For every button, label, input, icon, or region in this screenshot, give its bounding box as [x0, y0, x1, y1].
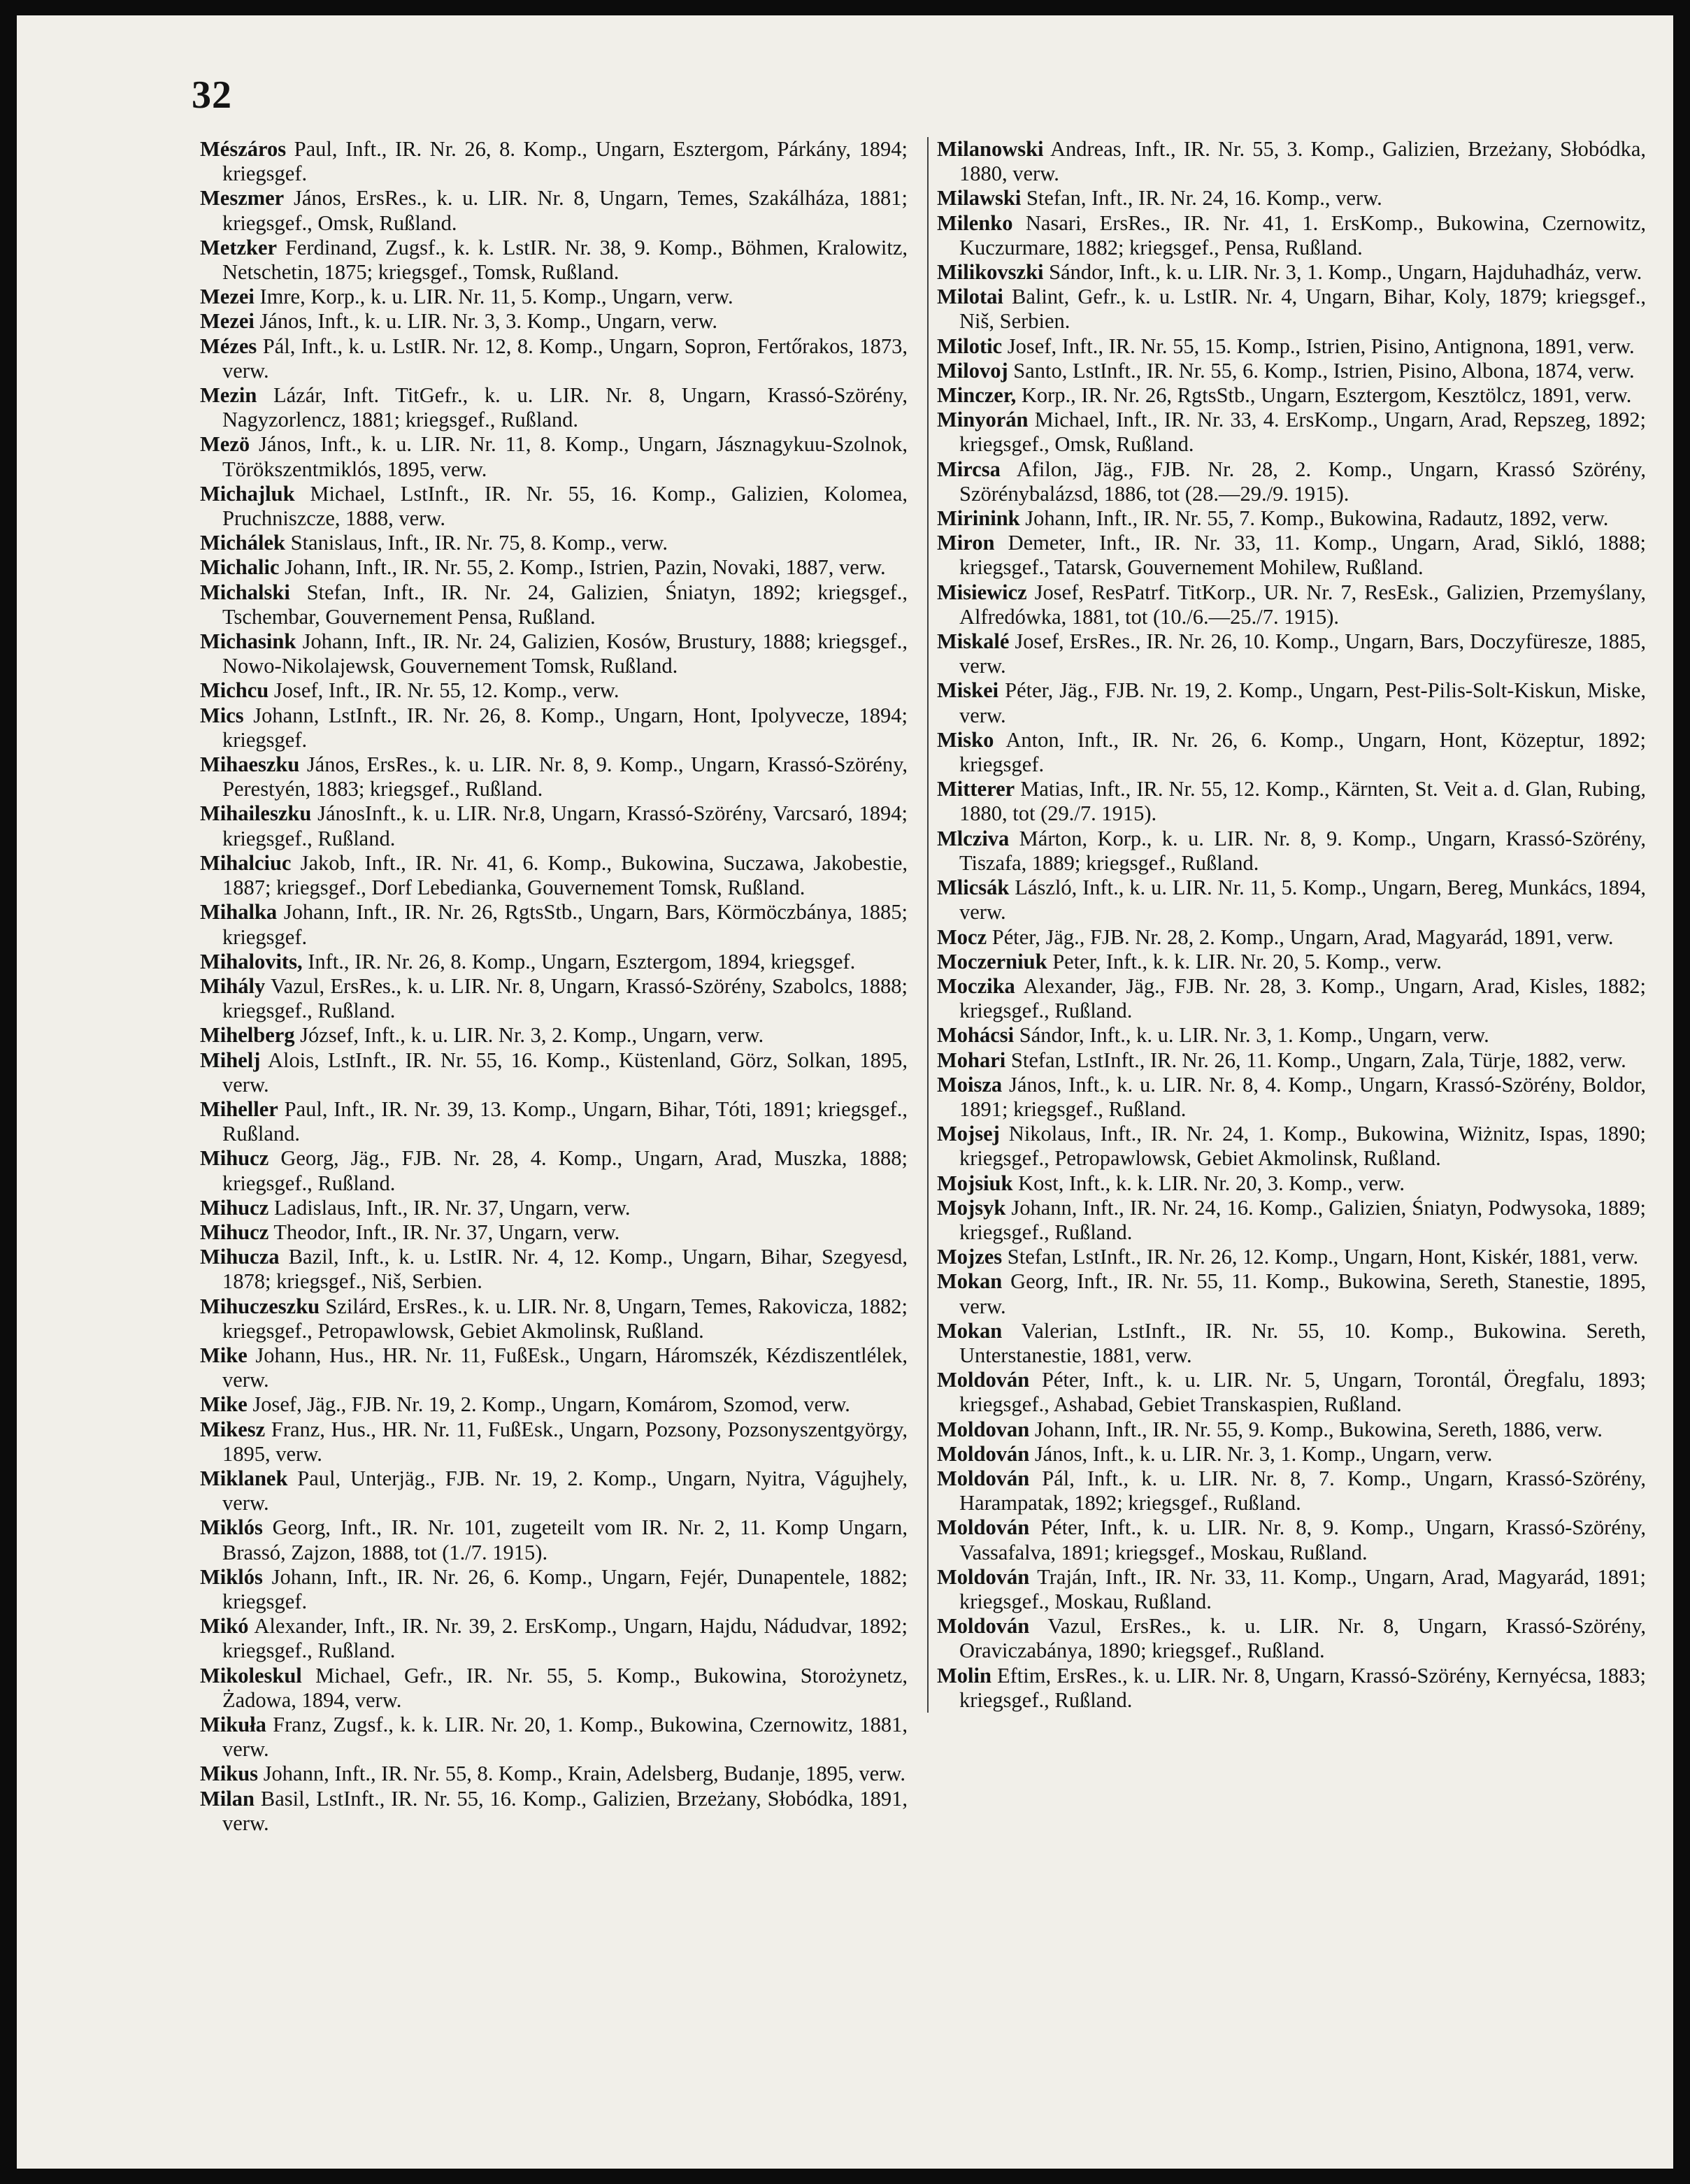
- entry-surname: Mihucz: [200, 1146, 269, 1171]
- entry-surname: Mészáros: [200, 137, 287, 161]
- entry-surname: Milotai: [937, 285, 1003, 309]
- register-entry: [200, 1146, 908, 1195]
- entry-surname: Mohari: [937, 1048, 1006, 1072]
- entry-details: Josef, Inft., IR. Nr. 55, 12. Komp., verw.: [273, 678, 620, 703]
- entry-surname: Michcu: [200, 678, 269, 703]
- register-entry: [200, 432, 908, 481]
- register-entry: [200, 236, 908, 285]
- right-column: [927, 137, 1646, 1713]
- entry-details: Alois, LstInft., IR. Nr. 55, 16. Komp., Küstenland, Görz, Solkan, 1895, verw.: [222, 1048, 908, 1097]
- register-entry: [937, 137, 1646, 186]
- register-entry: [200, 1023, 908, 1048]
- entry-details: Inft., IR. Nr. 26, 8. Komp., Ungarn, Esztergom, 1894, kriegsgef.: [308, 949, 856, 973]
- entry-details: Szilárd, ErsRes., k. u. LIR. Nr. 8, Ungarn, Temes, Rakovicza, 1882; kriegsgef., Petropawlowsk, Gebiet Akmolinsk, Rußland.: [222, 1294, 908, 1343]
- register-entry: [937, 1269, 1646, 1318]
- entry-details: Ladislaus, Inft., IR. Nr. 37, Ungarn, verw.: [273, 1195, 631, 1220]
- entry-details: Jakob, Inft., IR. Nr. 41, 6. Komp., Bukowina, Suczawa, Jakobestie, 1887; kriegsgef., Dorf Lebedianka, Gouvernement Tomsk, Rußland.: [222, 850, 908, 900]
- entry-surname: Mokan: [937, 1269, 1003, 1294]
- register-entry: [937, 1073, 1646, 1122]
- entry-details: Bazil, Inft., k. u. LstIR. Nr. 4, 12. Komp., Ungarn, Bihar, Szegyesd, 1878; kriegsgef., Niš, Serbien.: [222, 1245, 908, 1294]
- entry-details: Georg, Inft., IR. Nr. 55, 11. Komp., Bukowina, Sereth, Stanestie, 1895, verw.: [959, 1269, 1646, 1318]
- entry-surname: Mihalovits,: [200, 949, 303, 973]
- register-entry: [937, 457, 1646, 506]
- entry-details: Lázár, Inft. TitGefr., k. u. LIR. Nr. 8, Ungarn, Krassó-Szörény, Nagyzorlencz, 1881; kriegsgef., Rußland.: [222, 383, 908, 432]
- entry-surname: Michalic: [200, 555, 280, 580]
- entry-details: Josef, ResPatrf. TitKorp., UR. Nr. 7, ResEsk., Galizien, Przemyślany, Alfredówka, 1881, tot (10./6.—25./7. 1915).: [959, 580, 1646, 629]
- register-entry: [200, 334, 908, 383]
- register-entry: [937, 260, 1646, 285]
- entry-surname: Mlicsák: [937, 876, 1010, 900]
- register-entry: [200, 1565, 908, 1614]
- entry-surname: Mihucza: [200, 1245, 280, 1269]
- entry-details: Alexander, Jäg., FJB. Nr. 28, 3. Komp., Ungarn, Arad, Kisles, 1882; kriegsgef., Rußland.: [959, 973, 1646, 1023]
- register-entry: [937, 1515, 1646, 1564]
- entry-details: Johann, LstInft., IR. Nr. 26, 8. Komp., Ungarn, Hont, Ipolyvecze, 1894; kriegsgef.: [222, 703, 908, 752]
- entry-details: László, Inft., k. u. LIR. Nr. 11, 5. Komp., Ungarn, Bereg, Munkács, 1894, verw.: [959, 876, 1647, 925]
- entry-details: Michael, Gefr., IR. Nr. 55, 5. Komp., Bukowina, Storożynetz, Żadowa, 1894, verw.: [222, 1663, 908, 1712]
- entry-details: Nasari, ErsRes., IR. Nr. 41, 1. ErsKomp., Bukowina, Czernowitz, Kuczurmare, 1882; kriegsgef., Pensa, Rußland.: [959, 210, 1646, 259]
- entry-surname: Milanowski: [937, 137, 1044, 161]
- document-page: [17, 15, 1673, 2169]
- register-entry: [200, 1664, 908, 1713]
- entry-surname: Mezei: [200, 285, 255, 309]
- register-entry: [200, 1097, 908, 1146]
- entry-details: Franz, Hus., HR. Nr. 11, FußEsk., Ungarn, Pozsony, Pozsonyszentgyörgy, 1895, verw.: [222, 1417, 908, 1466]
- entry-details: Josef, Inft., IR. Nr. 55, 15. Komp., Istrien, Pisino, Antignona, 1891, verw.: [1007, 334, 1635, 358]
- register-entry: [937, 678, 1646, 727]
- entry-surname: Miron: [937, 531, 995, 555]
- entry-surname: Mitterer: [937, 777, 1015, 801]
- entry-details: János, ErsRes., k. u. LIR. Nr. 8, 9. Komp., Ungarn, Krassó-Szörény, Perestyén, 1883; kriegsgef., Rußland.: [222, 752, 908, 801]
- entry-surname: Mihucz: [200, 1220, 269, 1244]
- entry-details: Ferdinand, Zugsf., k. k. LstIR. Nr. 38, 9. Komp., Böhmen, Kralowitz, Netschetin, 1875; kriegsgef., Tomsk, Rußland.: [222, 235, 908, 285]
- entry-surname: Milikovszki: [937, 260, 1044, 285]
- entry-surname: Michálek: [200, 531, 285, 555]
- entry-details: Vazul, ErsRes., k. u. LIR. Nr. 8, Ungarn, Krassó-Szörény, Oraviczabánya, 1890; kriegsgef., Rußland.: [959, 1614, 1647, 1663]
- register-entry: [937, 1319, 1646, 1368]
- entry-surname: Minyorán: [937, 408, 1029, 432]
- register-entry: [200, 1418, 908, 1466]
- entry-details: Johann, Inft., IR. Nr. 55, 7. Komp., Bukowina, Radautz, 1892, verw.: [1025, 506, 1609, 531]
- entry-surname: Moldován: [937, 1564, 1030, 1589]
- entry-details: Georg, Jäg., FJB. Nr. 28, 4. Komp., Ungarn, Arad, Muszka, 1888; kriegsgef., Rußland.: [222, 1146, 908, 1195]
- entry-details: JánosInft., k. u. LIR. Nr.8, Ungarn, Krassó-Szörény, Varcsaró, 1894; kriegsgef., Rußland.: [222, 801, 908, 850]
- entry-surname: Mihalka: [200, 900, 278, 925]
- entry-details: Franz, Zugsf., k. k. LIR. Nr. 20, 1. Komp., Bukowina, Czernowitz, 1881, verw.: [222, 1713, 908, 1762]
- entry-details: Basil, LstInft., IR. Nr. 55, 16. Komp., Galizien, Brzeżany, Słobódka, 1891, verw.: [222, 1786, 908, 1835]
- entry-details: Johann, Inft., IR. Nr. 24, Galizien, Kosów, Brustury, 1888; kriegsgef., Nowo-Nikolajewsk, Gouvernement Tomsk, Rußland.: [222, 629, 908, 678]
- entry-surname: Moldovan: [937, 1417, 1030, 1441]
- entry-surname: Mezö: [200, 432, 250, 457]
- register-entry: [200, 704, 908, 752]
- entry-surname: Mikó: [200, 1614, 249, 1639]
- register-entry: [200, 752, 908, 801]
- entry-surname: Mike: [200, 1343, 248, 1367]
- register-entry: [200, 1048, 908, 1097]
- entry-surname: Mihelberg: [200, 1023, 295, 1048]
- register-entry: [937, 1122, 1646, 1171]
- register-entry: [200, 1713, 908, 1762]
- entry-details: Traján, Inft., IR. Nr. 33, 11. Komp., Ungarn, Arad, Magyarád, 1891; kriegsgef., Moskau, Rußland.: [959, 1564, 1646, 1613]
- register-entry: [937, 186, 1646, 210]
- entry-details: Josef, Jäg., FJB. Nr. 19, 2. Komp., Ungarn, Komárom, Szomod, verw.: [252, 1392, 850, 1417]
- entry-details: Johann, Inft., IR. Nr. 55, 8. Komp., Krain, Adelsberg, Budanje, 1895, verw.: [263, 1762, 905, 1786]
- entry-surname: Mihelj: [200, 1048, 261, 1072]
- register-entry: [937, 285, 1646, 334]
- entry-surname: Moldován: [937, 1614, 1030, 1639]
- entry-surname: Mihaileszku: [200, 801, 312, 826]
- register-entry: [200, 1466, 908, 1515]
- entry-details: Santo, LstInft., IR. Nr. 55, 6. Komp., Istrien, Pisino, Albona, 1874, verw.: [1013, 358, 1635, 383]
- entry-surname: Mihály: [200, 973, 266, 998]
- entry-surname: Milan: [200, 1786, 255, 1811]
- register-entry: [937, 531, 1646, 580]
- entry-details: Johann, Hus., HR. Nr. 11, FußEsk., Ungarn, Háromszék, Kézdiszentlélek, verw.: [222, 1343, 908, 1392]
- register-entry: [937, 728, 1646, 777]
- register-entry: [937, 1664, 1646, 1713]
- entry-surname: Meszmer: [200, 186, 285, 210]
- register-entry: [200, 900, 908, 949]
- register-entry: [200, 950, 908, 974]
- register-entry: [937, 580, 1646, 629]
- entry-surname: Misko: [937, 727, 994, 752]
- register-entry: [937, 1196, 1646, 1245]
- entry-surname: Mikesz: [200, 1417, 266, 1441]
- register-entry: [937, 1048, 1646, 1073]
- entry-details: János, Inft., k. u. LIR. Nr. 3, 1. Komp., Ungarn, verw.: [1034, 1441, 1493, 1466]
- entry-details: Valerian, LstInft., IR. Nr. 55, 10. Komp., Bukowina. Sereth, Unterstanestie, 1881, verw.: [959, 1318, 1647, 1367]
- register-entry: [937, 1023, 1646, 1048]
- entry-details: Sándor, Inft., k. u. LIR. Nr. 3, 1. Komp., Ungarn, verw.: [1019, 1023, 1489, 1048]
- entry-details: Stefan, LstInft., IR. Nr. 26, 12. Komp., Ungarn, Hont, Kiskér, 1881, verw.: [1007, 1245, 1639, 1269]
- register-entry: [200, 801, 908, 850]
- entry-surname: Mircsa: [937, 457, 1001, 481]
- entry-surname: Mojsyk: [937, 1195, 1006, 1220]
- entry-details: Paul, Inft., IR. Nr. 26, 8. Komp., Ungarn, Esztergom, Párkány, 1894; kriegsgef.: [222, 137, 908, 186]
- entry-details: Georg, Inft., IR. Nr. 101, zugeteilt vom IR. Nr. 2, 11. Komp Ungarn, Brassó, Zajzon, 1888, tot (1./7. 1915).: [222, 1515, 908, 1564]
- entry-surname: Milovoj: [937, 358, 1008, 383]
- entry-details: János, ErsRes., k. u. LIR. Nr. 8, Ungarn, Temes, Szakálháza, 1881; kriegsgef., Omsk, Rußland.: [222, 186, 908, 235]
- register-entry: [937, 1565, 1646, 1614]
- entry-details: Péter, Jäg., FJB. Nr. 19, 2. Komp., Ungarn, Pest-Pilis-Solt-Kiskun, Miske, verw.: [959, 678, 1646, 727]
- register-entry: [200, 1515, 908, 1564]
- entry-details: Eftim, ErsRes., k. u. LIR. Nr. 8, Ungarn, Krassó-Szörény, Kernyécsa, 1883; kriegsgef., Rußland.: [959, 1663, 1646, 1712]
- register-entry: [200, 531, 908, 555]
- register-entry: [937, 383, 1646, 408]
- entry-details: Johann, Inft., IR. Nr. 55, 2. Komp., Istrien, Pazin, Novaki, 1887, verw.: [285, 555, 886, 580]
- left-column: [200, 137, 908, 1836]
- register-entry: [937, 211, 1646, 260]
- entry-surname: Mojsej: [937, 1122, 1000, 1146]
- entry-surname: Miklós: [200, 1564, 263, 1589]
- entry-details: Josef, ErsRes., IR. Nr. 26, 10. Komp., Ungarn, Bars, Doczyfüresze, 1885, verw.: [959, 629, 1646, 678]
- entry-details: Demeter, Inft., IR. Nr. 33, 11. Komp., Ungarn, Arad, Sikló, 1888; kriegsgef., Tatarsk, Gouvernement Mohilew, Rußland.: [959, 531, 1646, 580]
- register-entry: [200, 1392, 908, 1417]
- entry-details: Sándor, Inft., k. u. LIR. Nr. 3, 1. Komp., Ungarn, Hajduhadház, verw.: [1049, 260, 1642, 285]
- register-entry: [937, 506, 1646, 531]
- entry-surname: Mojzes: [937, 1245, 1003, 1269]
- entry-details: Péter, Inft., k. u. LIR. Nr. 5, Ungarn, Torontál, Öregfalu, 1893; kriegsgef., Ashabad, Gebiet Transkaspien, Rußland.: [959, 1368, 1646, 1417]
- register-entry: [200, 629, 908, 678]
- entry-details: Matias, Inft., IR. Nr. 55, 12. Komp., Kärnten, St. Veit a. d. Glan, Rubing, 1880, tot (29./7. 1915).: [959, 777, 1646, 826]
- entry-details: Anton, Inft., IR. Nr. 26, 6. Komp., Ungarn, Hont, Közeptur, 1892; kriegsgef.: [959, 727, 1646, 777]
- entry-surname: Mezei: [200, 309, 255, 334]
- entry-details: Márton, Korp., k. u. LIR. Nr. 8, 9. Komp., Ungarn, Krassó-Szörény, Tiszafa, 1889; kriegsgef., Rußland.: [959, 826, 1646, 875]
- entry-surname: Moldován: [937, 1466, 1030, 1490]
- entry-surname: Milenko: [937, 210, 1013, 235]
- register-entry: [937, 359, 1646, 383]
- entry-surname: Moczerniuk: [937, 949, 1047, 973]
- entry-surname: Mézes: [200, 334, 257, 358]
- register-entry: [200, 678, 908, 703]
- page-number: 32: [192, 73, 232, 117]
- register-entry: [200, 580, 908, 629]
- register-entry: [200, 1294, 908, 1343]
- register-entry: [937, 1171, 1646, 1196]
- entry-surname: Milotic: [937, 334, 1003, 358]
- entry-surname: Mezin: [200, 383, 257, 408]
- entry-details: Stanislaus, Inft., IR. Nr. 75, 8. Komp., verw.: [290, 531, 668, 555]
- register-entry: [200, 383, 908, 432]
- register-entry: [937, 1466, 1646, 1515]
- entry-surname: Miskei: [937, 678, 999, 703]
- register-entry: [200, 285, 908, 309]
- entry-details: János, Inft., k. u. LIR. Nr. 3, 3. Komp., Ungarn, verw.: [259, 309, 718, 334]
- entry-surname: Miheller: [200, 1097, 278, 1121]
- register-entry: [200, 1343, 908, 1392]
- register-entry: [937, 1368, 1646, 1417]
- entry-surname: Miklanek: [200, 1466, 288, 1490]
- entry-surname: Mihalciuc: [200, 850, 292, 875]
- entry-details: Pál, Inft., k. u. LIR. Nr. 8, 7. Komp., Ungarn, Krassó-Szörény, Harampatak, 1892; kriegsgef., Rußland.: [959, 1466, 1646, 1515]
- entry-surname: Mlcziva: [937, 826, 1010, 850]
- entry-surname: Mics: [200, 703, 244, 727]
- entry-details: Paul, Unterjäg., FJB. Nr. 19, 2. Komp., Ungarn, Nyitra, Vágujhely, verw.: [222, 1466, 908, 1515]
- entry-surname: Mokan: [937, 1318, 1003, 1343]
- register-entry: [937, 925, 1646, 950]
- entry-surname: Moczika: [937, 973, 1015, 998]
- entry-details: Michael, LstInft., IR. Nr. 55, 16. Komp., Galizien, Kolomea, Pruchniszcze, 1888, verw.: [222, 481, 908, 531]
- entry-details: József, Inft., k. u. LIR. Nr. 3, 2. Komp., Ungarn, verw.: [300, 1023, 764, 1048]
- register-entry: [937, 1442, 1646, 1466]
- entry-surname: Metzker: [200, 235, 278, 259]
- entry-surname: Mohácsi: [937, 1023, 1015, 1048]
- register-entry: [937, 334, 1646, 359]
- register-entry: [200, 851, 908, 900]
- entry-details: Michael, Inft., IR. Nr. 33, 4. ErsKomp., Ungarn, Arad, Repszeg, 1892; kriegsgef., Omsk, Rußland.: [959, 408, 1646, 457]
- entry-details: Afilon, Jäg., FJB. Nr. 28, 2. Komp., Ungarn, Krassó Szörény, Szörénybalázsd, 1886, tot (28.—29./9. 1915).: [959, 457, 1646, 506]
- register-entry: [200, 555, 908, 580]
- entry-details: Nikolaus, Inft., IR. Nr. 24, 1. Komp., Bukowina, Wiżnitz, Ispas, 1890; kriegsgef., Petropawlowsk, Gebiet Akmolinsk, Rußland.: [959, 1122, 1647, 1171]
- register-entry: [200, 1196, 908, 1220]
- entry-details: Kost, Inft., k. k. LIR. Nr. 20, 3. Komp., verw.: [1018, 1171, 1405, 1195]
- entry-details: Johann, Inft., IR. Nr. 55, 9. Komp., Bukowina, Sereth, 1886, verw.: [1034, 1417, 1603, 1441]
- register-entry: [937, 950, 1646, 974]
- entry-surname: Mikuła: [200, 1713, 266, 1736]
- register-entry: [937, 1245, 1646, 1269]
- entry-surname: Mihucz: [200, 1195, 269, 1220]
- register-entry: [200, 482, 908, 531]
- register-entry: [200, 974, 908, 1023]
- register-entry: [937, 408, 1646, 457]
- entry-details: Péter, Inft., k. u. LIR. Nr. 8, 9. Komp., Ungarn, Krassó-Szörény, Vassafalva, 1891; kriegsgef., Moskau, Rußland.: [959, 1515, 1647, 1564]
- entry-details: Imre, Korp., k. u. LIR. Nr. 11, 5. Komp., Ungarn, verw.: [259, 285, 733, 309]
- entry-surname: Mihaeszku: [200, 752, 300, 777]
- entry-details: Stefan, Inft., IR. Nr. 24, Galizien, Śniatyn, 1892; kriegsgef., Tschembar, Gouvernement Pensa, Rußland.: [222, 580, 908, 629]
- entry-surname: Milawski: [937, 186, 1022, 210]
- entry-surname: Moldován: [937, 1441, 1030, 1466]
- entry-surname: Michalski: [200, 580, 290, 604]
- entry-surname: Misiewicz: [937, 580, 1027, 604]
- register-entry: [200, 1614, 908, 1663]
- entry-details: Balint, Gefr., k. u. LstIR. Nr. 4, Ungarn, Bihar, Koly, 1879; kriegsgef., Niš, Serbien.: [959, 285, 1646, 334]
- register-entry: [200, 309, 908, 334]
- entry-details: Stefan, LstInft., IR. Nr. 26, 11. Komp., Ungarn, Zala, Türje, 1882, verw.: [1010, 1048, 1626, 1072]
- entry-details: Johann, Inft., IR. Nr. 26, 6. Komp., Ungarn, Fejér, Dunapentele, 1882; kriegsgef.: [222, 1564, 908, 1613]
- entry-details: János, Inft., k. u. LIR. Nr. 11, 8. Komp., Ungarn, Jásznagykuu-Szolnok, Törökszentmiklós, 1895, verw.: [222, 432, 908, 481]
- entry-surname: Michasink: [200, 629, 296, 654]
- entry-surname: Miklós: [200, 1515, 263, 1540]
- register-entry: [937, 974, 1646, 1023]
- entry-surname: Mihuczeszku: [200, 1294, 320, 1318]
- entry-details: Korp., IR. Nr. 26, RgtsStb., Ungarn, Esztergom, Kesztölcz, 1891, verw.: [1021, 383, 1632, 408]
- entry-details: János, Inft., k. u. LIR. Nr. 8, 4. Komp., Ungarn, Krassó-Szörény, Boldor, 1891; kriegsgef., Rußland.: [959, 1072, 1647, 1121]
- register-entry: [937, 629, 1646, 678]
- entry-surname: Minczer,: [937, 383, 1017, 408]
- entry-surname: Mike: [200, 1392, 248, 1417]
- register-entry: [937, 1418, 1646, 1442]
- entry-details: Johann, Inft., IR. Nr. 26, RgtsStb., Ungarn, Bars, Körmöczbánya, 1885; kriegsgef.: [222, 900, 908, 949]
- register-entry: [200, 1787, 908, 1836]
- register-entry: [937, 777, 1646, 826]
- entry-surname: Mikus: [200, 1762, 259, 1786]
- entry-details: Stefan, Inft., IR. Nr. 24, 16. Komp., verw.: [1026, 186, 1382, 210]
- register-entry: [200, 1762, 908, 1786]
- entry-details: Alexander, Inft., IR. Nr. 39, 2. ErsKomp., Ungarn, Hajdu, Nádudvar, 1892; kriegsgef., Rußland.: [222, 1614, 908, 1663]
- register-entry: [937, 876, 1646, 925]
- entry-surname: Mikoleskul: [200, 1663, 302, 1687]
- entry-details: Johann, Inft., IR. Nr. 24, 16. Komp., Galizien, Śniatyn, Podwysoka, 1889; kriegsgef., Rußland.: [959, 1195, 1647, 1244]
- entry-details: Theodor, Inft., IR. Nr. 37, Ungarn, verw.: [273, 1220, 620, 1244]
- entry-details: Peter, Inft., k. k. LIR. Nr. 20, 5. Komp., verw.: [1052, 949, 1442, 973]
- entry-surname: Molin: [937, 1663, 991, 1687]
- register-entry: [937, 1614, 1646, 1663]
- entry-surname: Michajluk: [200, 481, 295, 506]
- entry-surname: Moisza: [937, 1072, 1003, 1097]
- entry-surname: Mocz: [937, 925, 987, 949]
- entry-surname: Moldován: [937, 1515, 1030, 1540]
- register-entry: [200, 137, 908, 186]
- entry-details: Vazul, ErsRes., k. u. LIR. Nr. 8, Ungarn, Krassó-Szörény, Szabolcs, 1888; kriegsgef., Rußland.: [222, 973, 908, 1023]
- register-entry: [200, 1220, 908, 1245]
- entry-surname: Moldován: [937, 1368, 1030, 1392]
- entry-surname: Miskalé: [937, 629, 1010, 654]
- entry-surname: Mojsiuk: [937, 1171, 1013, 1195]
- entry-details: Paul, Inft., IR. Nr. 39, 13. Komp., Ungarn, Bihar, Tóti, 1891; kriegsgef., Rußland.: [222, 1097, 908, 1146]
- entry-details: Péter, Jäg., FJB. Nr. 28, 2. Komp., Ungarn, Arad, Magyarád, 1891, verw.: [991, 925, 1614, 949]
- register-entry: [200, 1245, 908, 1294]
- register-entry: [200, 186, 908, 235]
- entry-details: Pál, Inft., k. u. LstIR. Nr. 12, 8. Komp., Ungarn, Sopron, Fertőrakos, 1873, verw.: [222, 334, 908, 383]
- entry-surname: Mirinink: [937, 506, 1020, 531]
- register-entry: [937, 827, 1646, 876]
- entry-details: Andreas, Inft., IR. Nr. 55, 3. Komp., Galizien, Brzeżany, Słobódka, 1880, verw.: [959, 137, 1646, 186]
